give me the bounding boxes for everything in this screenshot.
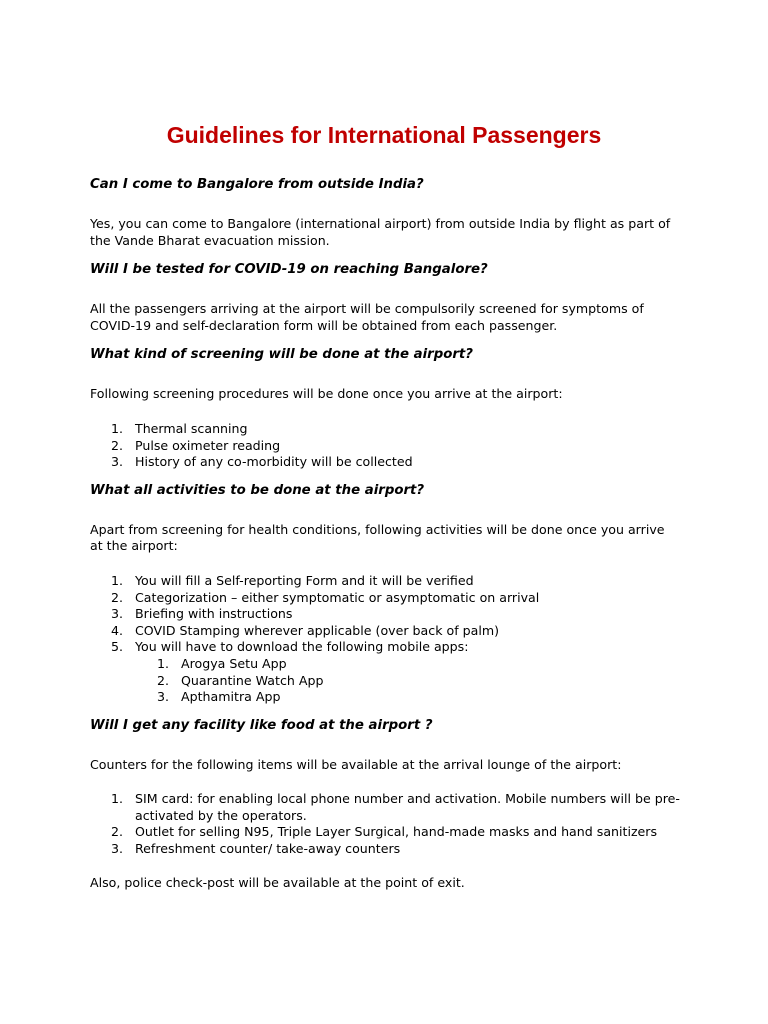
list-item (90, 421, 680, 438)
mobile-apps-list (90, 656, 680, 706)
list-item-text: Refreshment counter/ take-away counters (135, 841, 401, 857)
list-item (90, 606, 680, 623)
answer-paragraph: All the passengers arriving at the airport will be compulsorily screened for symptoms of COVID-19 and self-declaration form will be obtained from each passenger. (90, 301, 644, 333)
list-number: 1. (111, 572, 124, 588)
list-item-text: Quarantine Watch App (181, 672, 324, 688)
list-number: 1. (157, 655, 170, 671)
closing-paragraph: Also, police check-post will be available at the point of exit. (90, 874, 465, 890)
list-number: 4. (111, 622, 124, 638)
page-title: Guidelines for International Passengers (166, 122, 602, 148)
list-item (90, 623, 680, 640)
list-item-text: You will fill a Self-reporting Form and it will be verified (135, 572, 474, 588)
list-item (90, 791, 680, 824)
list-item (90, 656, 680, 673)
list-number: 5. (111, 639, 124, 655)
list-item (90, 673, 680, 690)
list-item-text: SIM card: for enabling local phone number and activation. Mobile numbers will be pre-activated by the operators. (135, 791, 680, 823)
question-heading: Will I get any facility like food at the airport ? (90, 717, 433, 733)
list-item (90, 438, 680, 455)
question-heading: What kind of screening will be done at the airport? (90, 347, 473, 363)
answer-paragraph: Counters for the following items will be available at the arrival lounge of the airport: (90, 756, 622, 772)
list-item (90, 689, 680, 706)
list-number: 2. (111, 437, 124, 453)
document-body (90, 176, 680, 891)
list-item-text: Arogya Setu App (181, 655, 287, 671)
question-heading: Will I be tested for COVID-19 on reaching Bangalore? (90, 262, 488, 278)
list-item (90, 573, 680, 590)
list-number: 3. (111, 841, 124, 857)
list-number: 2. (157, 672, 170, 688)
list-number: 1. (111, 420, 124, 436)
list-item (90, 841, 680, 858)
screening-list (90, 421, 680, 471)
facilities-list (90, 791, 680, 857)
list-number: 3. (157, 689, 170, 705)
question-heading: Can I come to Bangalore from outside India? (90, 177, 424, 192)
list-item (90, 824, 680, 841)
activities-list (90, 573, 680, 656)
list-number: 1. (111, 791, 124, 807)
list-item-text: Thermal scanning (135, 420, 248, 436)
list-number: 2. (111, 589, 124, 605)
list-item-text: Pulse oximeter reading (135, 437, 281, 453)
answer-paragraph: Apart from screening for health conditions, following activities will be done once you arrive at the airport: (90, 521, 665, 554)
question-heading: What all activities to be done at the airport? (90, 482, 425, 498)
list-item-text: History of any co-morbidity will be collected (135, 454, 413, 470)
list-item (90, 590, 680, 607)
answer-paragraph: Yes, you can come to Bangalore (international airport) from outside India by flight as part of the Vande Bharat evacuation mission. (90, 216, 671, 248)
answer-paragraph: Following screening procedures will be done once you arrive at the airport: (90, 386, 563, 402)
list-item (90, 454, 680, 471)
list-item-text: Briefing with instructions (135, 606, 293, 622)
list-number: 3. (111, 606, 124, 622)
list-item-text: Outlet for selling N95, Triple Layer Surgical, hand-made masks and hand sanitizers (135, 824, 658, 840)
list-item (90, 639, 680, 656)
list-number: 3. (111, 454, 124, 470)
list-item-text: COVID Stamping wherever applicable (over back of palm) (135, 622, 500, 638)
list-item-text: You will have to download the following mobile apps: (135, 639, 469, 655)
list-item-text: Apthamitra App (181, 689, 281, 705)
list-item-text: Categorization – either symptomatic or asymptomatic on arrival (135, 589, 540, 605)
list-number: 2. (111, 824, 124, 840)
